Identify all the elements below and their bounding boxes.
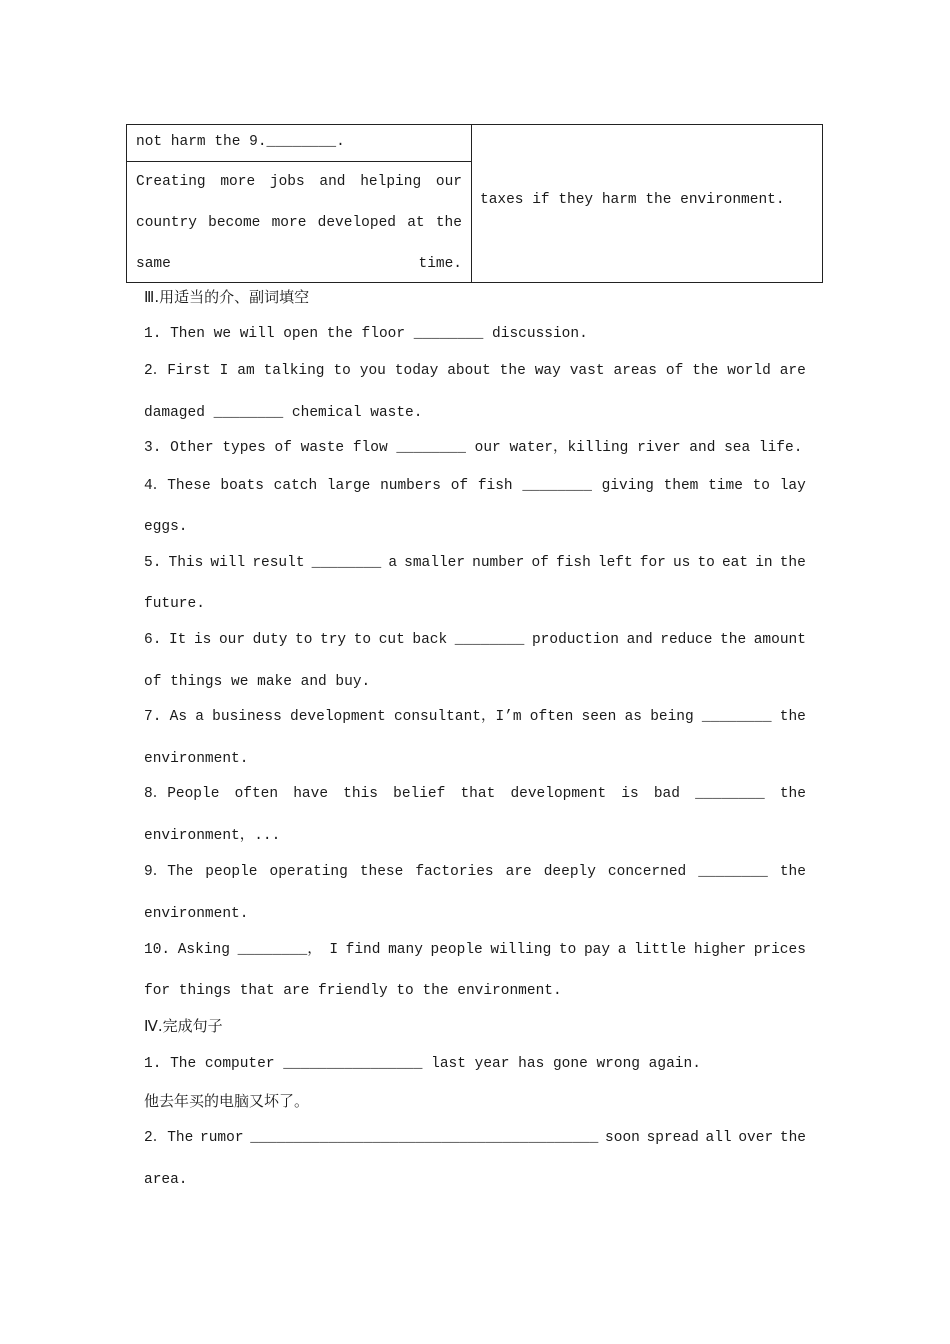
word: prices bbox=[753, 942, 806, 958]
exercise-line: damaged ________ chemical waste. bbox=[144, 405, 423, 421]
cell-line-text bbox=[136, 203, 462, 244]
chinese-translation: 他去年买的电脑又坏了。 bbox=[144, 1092, 310, 1110]
word: the bbox=[692, 363, 719, 379]
word: country bbox=[136, 215, 197, 231]
word: to bbox=[558, 942, 577, 958]
word: reduce bbox=[660, 632, 713, 648]
word: factories bbox=[415, 864, 494, 880]
word: the bbox=[779, 709, 806, 725]
word: to bbox=[333, 363, 351, 379]
word: 10. bbox=[144, 942, 171, 958]
word: seen bbox=[581, 709, 617, 725]
word: Creating bbox=[136, 174, 206, 190]
word: large bbox=[326, 478, 371, 494]
word: are bbox=[505, 864, 532, 880]
exercise-line: environment. bbox=[144, 751, 249, 767]
exercise-line: environment. bbox=[144, 906, 249, 922]
table-cell-right: taxes if they harm the environment. bbox=[480, 192, 785, 208]
word: This bbox=[168, 555, 204, 571]
word: today bbox=[394, 363, 439, 379]
word: many bbox=[388, 942, 423, 958]
section-4-heading: Ⅳ.完成句子 bbox=[144, 1017, 223, 1035]
word: development bbox=[510, 786, 607, 802]
exercise-line bbox=[144, 361, 806, 381]
word: am bbox=[237, 363, 255, 379]
word: 8．People bbox=[144, 786, 220, 802]
exercise-line: 1. The computer ________________ last year has gone wrong again. bbox=[144, 1056, 701, 1072]
word: way bbox=[534, 363, 561, 379]
word: more bbox=[220, 174, 256, 190]
word: often bbox=[234, 786, 279, 802]
word: as bbox=[624, 709, 642, 725]
word: giving bbox=[601, 478, 654, 494]
word: fish bbox=[477, 478, 513, 494]
word: vast bbox=[569, 363, 605, 379]
exercise-line: eggs. bbox=[144, 519, 188, 535]
word: these bbox=[359, 864, 404, 880]
word: ________， bbox=[237, 942, 322, 958]
word: I bbox=[219, 363, 229, 379]
word: for bbox=[639, 555, 666, 571]
word: a bbox=[388, 555, 398, 571]
exercise-line: future. bbox=[144, 596, 205, 612]
word: us bbox=[672, 555, 691, 571]
word: rumor bbox=[200, 1130, 244, 1146]
exercise-line: 3. Other types of waste flow ________ our water，killing river and sea life. bbox=[144, 440, 803, 456]
table-cell-line bbox=[136, 162, 462, 203]
word: try bbox=[320, 632, 347, 648]
word: development bbox=[290, 709, 386, 725]
word: helping bbox=[360, 174, 422, 190]
word: 6. bbox=[144, 632, 162, 648]
table-column-divider bbox=[471, 125, 472, 282]
exercise-line bbox=[144, 940, 806, 960]
word: have bbox=[293, 786, 329, 802]
table-cell-left-top: not harm the 9.________. bbox=[136, 134, 345, 150]
word: a bbox=[617, 942, 627, 958]
word: ________ bbox=[311, 555, 382, 571]
word: the bbox=[720, 632, 747, 648]
word: the bbox=[779, 555, 806, 571]
word: left bbox=[597, 555, 633, 571]
word: 4．These bbox=[144, 478, 211, 494]
comparison-table bbox=[126, 124, 823, 283]
word: a bbox=[195, 709, 204, 725]
word: the bbox=[779, 1130, 806, 1146]
word: back bbox=[412, 632, 448, 648]
word: to bbox=[353, 632, 372, 648]
word: ________________________________________ bbox=[250, 1130, 599, 1146]
word: more bbox=[271, 215, 307, 231]
word: find bbox=[345, 942, 381, 958]
word: the bbox=[779, 786, 806, 802]
word: duty bbox=[252, 632, 288, 648]
word: people bbox=[430, 942, 483, 958]
word: over bbox=[738, 1130, 774, 1146]
word: eat bbox=[721, 555, 749, 571]
word: deeply bbox=[543, 864, 596, 880]
word: business bbox=[212, 709, 282, 725]
word: boats bbox=[220, 478, 264, 494]
word: lay bbox=[779, 478, 806, 494]
word: to bbox=[752, 478, 771, 494]
table-cell-line: same time. bbox=[136, 256, 462, 272]
exercise-line: area. bbox=[144, 1172, 188, 1188]
exercise-line bbox=[144, 630, 806, 650]
word: soon bbox=[605, 1130, 640, 1146]
word: talking bbox=[263, 363, 325, 379]
word: pay bbox=[583, 942, 611, 958]
word: areas bbox=[613, 363, 657, 379]
word: the bbox=[779, 864, 806, 880]
word: and bbox=[319, 174, 346, 190]
word: ________ bbox=[701, 709, 772, 725]
word: 7. bbox=[144, 709, 162, 725]
word: little bbox=[634, 942, 687, 958]
word: our bbox=[218, 632, 246, 648]
word: belief bbox=[393, 786, 446, 802]
word: willing bbox=[490, 942, 552, 958]
word: 2．The bbox=[144, 1130, 194, 1146]
exercise-line bbox=[144, 862, 806, 882]
word: number bbox=[472, 555, 525, 571]
exercise-line bbox=[144, 553, 806, 573]
word: time bbox=[708, 478, 743, 494]
word: catch bbox=[273, 478, 318, 494]
exercise-line bbox=[144, 1128, 806, 1148]
word: this bbox=[343, 786, 378, 802]
exercise-line bbox=[144, 707, 806, 727]
word: the bbox=[499, 363, 526, 379]
word: smaller bbox=[404, 555, 466, 571]
word: become bbox=[208, 215, 261, 231]
word: people bbox=[205, 864, 258, 880]
word: world bbox=[727, 363, 771, 379]
word: and bbox=[626, 632, 653, 648]
word: Asking bbox=[177, 942, 230, 958]
word: you bbox=[359, 363, 386, 379]
word: fish bbox=[555, 555, 591, 571]
cell-line-text bbox=[136, 162, 462, 203]
word: of bbox=[665, 363, 684, 379]
word: them bbox=[663, 478, 699, 494]
word: developed bbox=[317, 215, 396, 231]
word: As bbox=[169, 709, 188, 725]
word: ________ bbox=[454, 632, 525, 648]
word: of bbox=[450, 478, 469, 494]
word: concerned bbox=[607, 864, 687, 880]
word: amount bbox=[753, 632, 806, 648]
word: 9．The bbox=[144, 864, 194, 880]
exercise-line: for things that are friendly to the environment. bbox=[144, 983, 562, 999]
word: at bbox=[407, 215, 425, 231]
word: ________ bbox=[522, 478, 592, 494]
exercise-line: 1. Then we will open the floor ________ discussion. bbox=[144, 326, 588, 342]
word: higher bbox=[693, 942, 747, 958]
word: to bbox=[295, 632, 313, 648]
word: all bbox=[705, 1130, 732, 1146]
word: about bbox=[447, 363, 491, 379]
word: cut bbox=[378, 632, 405, 648]
exercise-line bbox=[144, 476, 806, 496]
word: ________ bbox=[698, 864, 768, 880]
word: ________ bbox=[695, 786, 765, 802]
word: production bbox=[531, 632, 619, 648]
word: our bbox=[435, 174, 462, 190]
word: that bbox=[460, 786, 496, 802]
exercise-line: environment，... bbox=[144, 828, 281, 844]
word: numbers bbox=[380, 478, 441, 494]
exercise-line: of things we make and buy. bbox=[144, 674, 371, 690]
word: spread bbox=[646, 1130, 699, 1146]
word: the bbox=[435, 215, 462, 231]
word: result bbox=[252, 555, 305, 571]
word: being bbox=[650, 709, 694, 725]
word: It bbox=[168, 632, 187, 648]
word: bad bbox=[653, 786, 680, 802]
word: 5. bbox=[144, 555, 162, 571]
word: of bbox=[531, 555, 549, 571]
exercise-line bbox=[144, 784, 806, 804]
word: to bbox=[697, 555, 715, 571]
section-3-heading: Ⅲ.用适当的介、副词填空 bbox=[144, 288, 310, 306]
word: 2．First bbox=[144, 363, 211, 379]
word: often bbox=[529, 709, 574, 725]
word: I bbox=[329, 942, 339, 958]
word: is bbox=[621, 786, 639, 802]
table-cell-line bbox=[136, 203, 462, 244]
table-cell-left-bottom bbox=[136, 162, 462, 285]
word: will bbox=[210, 555, 246, 571]
word: is bbox=[193, 632, 212, 648]
word: operating bbox=[269, 864, 348, 880]
word: jobs bbox=[269, 174, 305, 190]
word: are bbox=[779, 363, 806, 379]
word: consultant，I’m bbox=[393, 709, 522, 725]
word: in bbox=[755, 555, 773, 571]
